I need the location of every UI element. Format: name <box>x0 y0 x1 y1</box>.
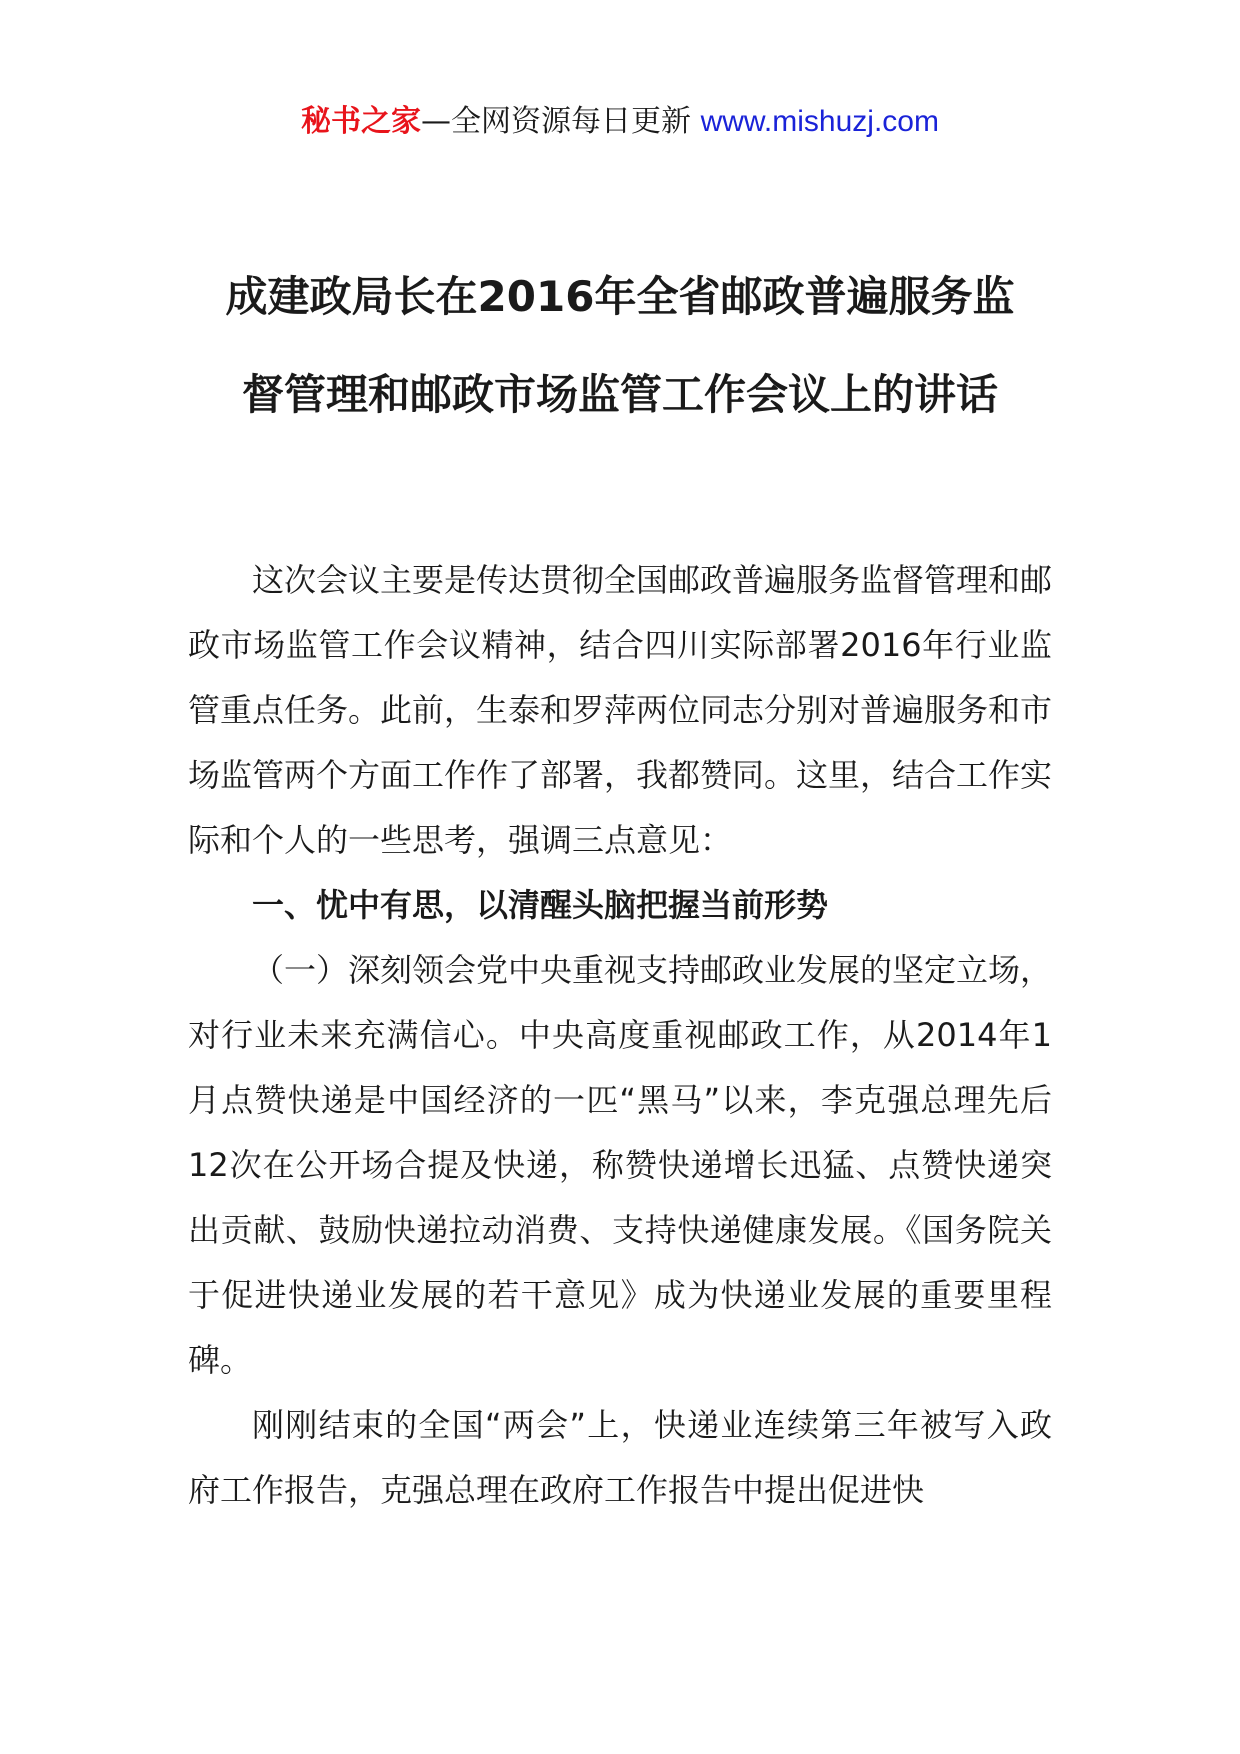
paragraph-intro: 这次会议主要是传达贯彻全国邮政普遍服务监督管理和邮政市场监管工作会议精神，结合四川实际部署2016年行业监管重点任务。此前，生泰和罗萍两位同志分别对普遍服务和市场监管两个方面工作作了部署，我都赞同。这里，结合工作实际和个人的一些思考，强调三点意见： <box>188 561 1053 859</box>
site-banner <box>0 100 1240 144</box>
title-line-1: 成建政局长在2016年全省邮政普遍服务监 <box>225 272 1015 321</box>
site-brand: 秘书之家 <box>301 104 422 139</box>
title-line-2: 督管理和邮政市场监管工作会议上的讲话 <box>241 370 998 419</box>
section-heading-1: 一、忧中有思，以清醒头脑把握当前形势 <box>252 886 829 924</box>
document-body <box>188 548 1052 1523</box>
document-title <box>170 248 1070 444</box>
site-tagline: —全网资源每日更新 <box>421 104 692 139</box>
paragraph-1: （一）深刻领会党中央重视支持邮政业发展的坚定立场，对行业未来充满信心。中央高度重视邮政工作，从2014年1月点赞快递是中国经济的一匹“黑马”以来，李克强总理先后12次在公开场合提及快递，称赞快递增长迅猛、点赞快递突出贡献、鼓励快递拉动消费、支持快递健康发展。《国务院关于促进快递业发展的若干意见》成为快递业发展的重要里程碑。 <box>188 951 1053 1379</box>
paragraph-2: 刚刚结束的全国“两会”上，快递业连续第三年被写入政府工作报告，克强总理在政府工作报告中提出促进快 <box>188 1406 1052 1509</box>
site-url-link[interactable]: www.mishuzj.com <box>700 105 939 138</box>
